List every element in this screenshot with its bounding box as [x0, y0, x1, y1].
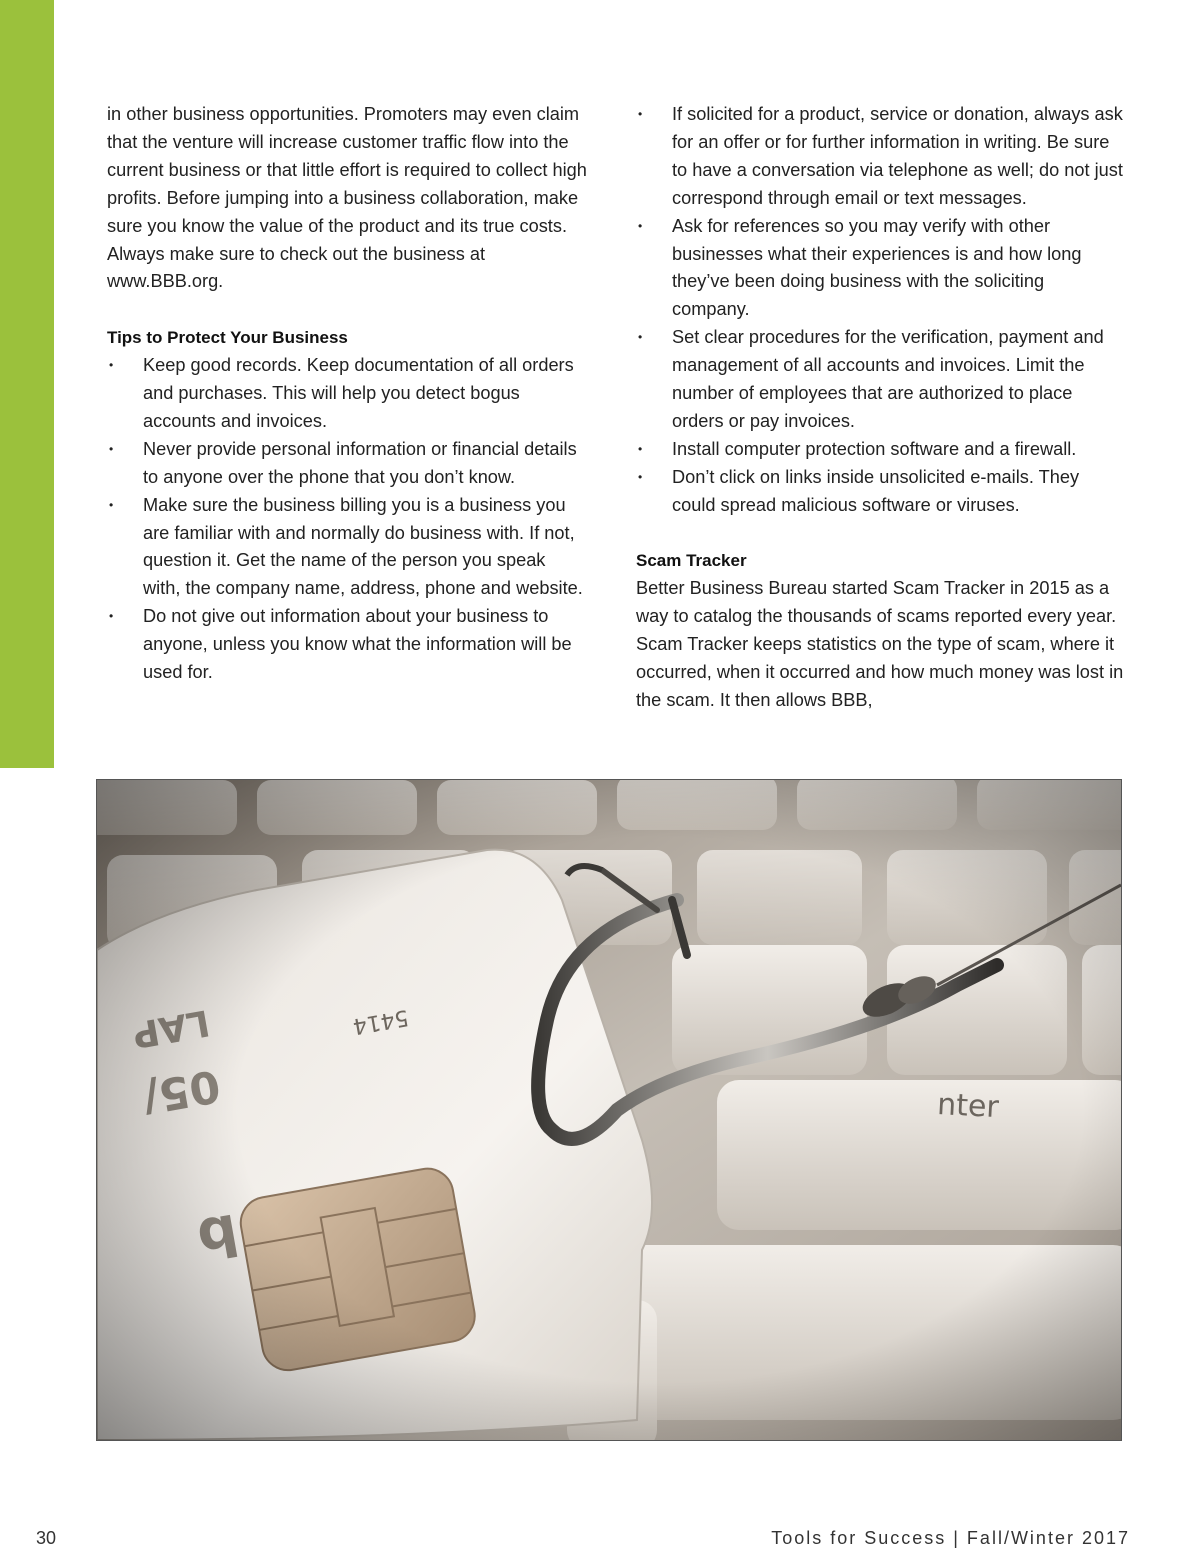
list-item: • Ask for references so you may verify with other businesses what their experiences is and how long they’ve been doing business with the soliciting company. [636, 213, 1126, 325]
list-item: • Never provide personal information or financial details to anyone over the phone that you don’t know. [107, 436, 587, 492]
left-column [107, 101, 587, 687]
list-item: • Do not give out information about your business to anyone, unless you know what the information will be used for. [107, 603, 587, 687]
phishing-photo [96, 779, 1122, 1441]
bullet-icon: • [638, 107, 643, 121]
right-column [636, 101, 1126, 715]
bullet-icon: • [109, 497, 114, 512]
tips-heading: Tips to Protect Your Business [107, 328, 348, 348]
list-item: • Make sure the business billing you is a business you are familiar with and normally do business with. If not, question it. Get the name of the person you speak with, the company name, address, phone and website. [107, 492, 587, 604]
list-item: • Install computer protection software and a firewall. [636, 436, 1126, 464]
scam-tracker-paragraph: Better Business Bureau started Scam Tracker in 2015 as a way to catalog the thousands of scams reported every year. Scam Tracker keeps statistics on the type of scam, where it occurred, when it occurred and how much money was lost in the scam. It then allows BBB, [636, 578, 1124, 711]
bullet-icon: • [109, 441, 114, 456]
tips-list-left [107, 352, 587, 687]
list-item: • If solicited for a product, service or donation, always ask for an offer or for further information in writing. Be sure to have a conversation via telephone as well; do not just correspond through email or text messages. [636, 101, 1126, 213]
green-accent-bar [0, 0, 54, 768]
bullet-icon: • [638, 441, 643, 456]
bullet-icon: • [638, 330, 643, 345]
bullet-icon: • [638, 218, 643, 233]
publication-title: Tools for Success | Fall/Winter 2017 [771, 1528, 1130, 1548]
scam-tracker-heading: Scam Tracker [636, 551, 747, 571]
tips-list-right [636, 101, 1126, 520]
phishing-illustration [97, 780, 1121, 1440]
list-item: • Don’t click on links inside unsolicited e-mails. They could spread malicious software or viruses. [636, 464, 1126, 520]
bullet-icon: • [638, 469, 643, 484]
list-item: • Keep good records. Keep documentation of all orders and purchases. This will help you detect bogus accounts and invoices. [107, 352, 587, 436]
intro-paragraph: in other business opportunities. Promoters may even claim that the venture will increase customer traffic flow into the current business or that little effort is required to collect high profits. Before jumping into a business collaboration, make sure you know the value of the product and its true costs. Always make sure to check out the business at www.BBB.org. [107, 104, 587, 292]
list-item: • Set clear procedures for the verification, payment and management of all accounts and invoices. Limit the number of employees that are authorized to place orders or pay invoices. [636, 324, 1126, 436]
page-number: 30 [36, 1528, 57, 1548]
bullet-icon: • [109, 358, 114, 373]
bullet-icon: • [109, 609, 114, 624]
